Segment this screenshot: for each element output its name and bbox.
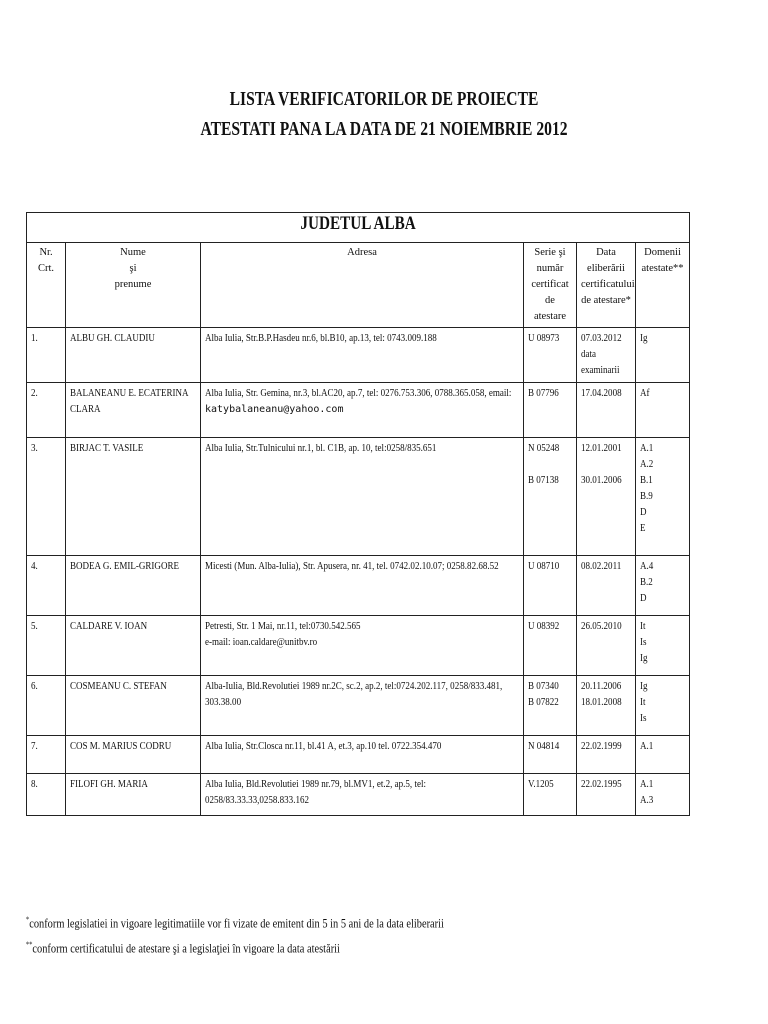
cell-adresa: Alba Iulia, Str.Tulnicului nr.1, bl. C1B, ap. 10, tel:0258/835.651 (201, 438, 524, 556)
cell-nume: BALANEANU E. ECATERINA CLARA (66, 383, 201, 438)
header-serie: Serie şi număr certificat de atestare (524, 243, 577, 328)
email-text: katybalaneanu@yahoo.com (205, 404, 344, 415)
cell-domenii: Ig It Is (636, 676, 690, 736)
cell-serie: U 08973 (524, 328, 577, 383)
cell-nume: CALDARE V. IOAN (66, 616, 201, 676)
cell-nume: BODEA G. EMIL-GRIGORE (66, 556, 201, 616)
table-row (27, 438, 690, 556)
cell-nr: 4. (27, 556, 66, 616)
column-header-row (27, 243, 690, 328)
cell-serie: B 07340 B 07822 (524, 676, 577, 736)
table-row (27, 616, 690, 676)
table-row (27, 383, 690, 438)
cell-adresa: Petresti, Str. 1 Mai, nr.11, tel:0730.542.565 e-mail: ioan.caldare@unitbv.ro (201, 616, 524, 676)
cell-adresa: Alba Iulia, Str.B.P.Hasdeu nr.6, bl.B10, ap.13, tel: 0743.009.188 (201, 328, 524, 383)
cell-nume: COS M. MARIUS CODRU (66, 736, 201, 774)
cell-nume: FILOFI GH. MARIA (66, 774, 201, 816)
cell-nr: 8. (27, 774, 66, 816)
cell-data: 12.01.2001 30.01.2006 (577, 438, 636, 556)
cell-domenii: It Is Ig (636, 616, 690, 676)
cell-nume: BIRJAC T. VASILE (66, 438, 201, 556)
header-data: Data eliberării certificatului de atestare* (577, 243, 636, 328)
cell-serie: U 08710 (524, 556, 577, 616)
cell-data: 22.02.1995 (577, 774, 636, 816)
header-domenii: Domenii atestate** (636, 243, 690, 328)
cell-domenii: Ig (636, 328, 690, 383)
verifiers-table (26, 212, 690, 816)
cell-data: 22.02.1999 (577, 736, 636, 774)
cell-serie: B 07796 (524, 383, 577, 438)
cell-nr: 7. (27, 736, 66, 774)
cell-domenii: A.1 (636, 736, 690, 774)
cell-nume: ALBU GH. CLAUDIU (66, 328, 201, 383)
document-title-line2: ATESTATI PANA LA DATA DE 21 NOIEMBRIE 2012 (200, 118, 568, 140)
cell-serie: N 04814 (524, 736, 577, 774)
table-row (27, 774, 690, 816)
cell-data: 20.11.2006 18.01.2008 (577, 676, 636, 736)
table-row (27, 328, 690, 383)
cell-nr: 1. (27, 328, 66, 383)
cell-domenii: A.4 B.2 D (636, 556, 690, 616)
document-title-line1: LISTA VERIFICATORILOR DE PROIECTE (229, 88, 539, 110)
cell-adresa: Micesti (Mun. Alba-Iulia), Str. Apusera, nr. 41, tel. 0742.02.10.07; 0258.82.68.52 (201, 556, 524, 616)
footnote-1: *conform legislatiei in vigoare legitimatiile vor fi vizate de emitent din 5 in 5 ani de la data eliberarii (26, 915, 444, 931)
cell-serie: N 05248 B 07138 (524, 438, 577, 556)
table-row (27, 556, 690, 616)
footnote-2: **conform certificatului de atestare şi a legislaţiei în vigoare la data atestării (26, 940, 340, 956)
cell-nr: 3. (27, 438, 66, 556)
cell-data: 17.04.2008 (577, 383, 636, 438)
cell-data: 08.02.2011 (577, 556, 636, 616)
cell-domenii: A.1 A.3 (636, 774, 690, 816)
cell-adresa: Alba Iulia, Bld.Revolutiei 1989 nr.79, bl.MV1, et.2, ap.5, tel: 0258/83.33.33,0258.833.162 (201, 774, 524, 816)
county-header: JUDETUL ALBA (27, 213, 690, 243)
cell-domenii: A.1 A.2 B.1 B.9 D E (636, 438, 690, 556)
cell-adresa: Alba Iulia, Str. Gemina, nr.3, bl.AC20, ap.7, tel: 0276.753.306, 0788.365.058, email: katybalaneanu@yahoo.com (201, 383, 524, 438)
cell-nr: 2. (27, 383, 66, 438)
header-nr: Nr. Crt. (27, 243, 66, 328)
table-row (27, 676, 690, 736)
cell-nr: 6. (27, 676, 66, 736)
cell-serie: U 08392 (524, 616, 577, 676)
cell-nume: COSMEANU C. STEFAN (66, 676, 201, 736)
cell-nr: 5. (27, 616, 66, 676)
cell-data: 07.03.2012 data examinarii (577, 328, 636, 383)
cell-domenii: Af (636, 383, 690, 438)
table-row (27, 736, 690, 774)
header-adresa: Adresa (201, 243, 524, 328)
cell-data: 26.05.2010 (577, 616, 636, 676)
cell-adresa: Alba-Iulia, Bld.Revolutiei 1989 nr.2C, sc.2, ap.2, tel:0724.202.117, 0258/833.481, 303.38.00 (201, 676, 524, 736)
cell-serie: V.1205 (524, 774, 577, 816)
cell-adresa: Alba Iulia, Str.Closca nr.11, bl.41 A, et.3, ap.10 tel. 0722.354.470 (201, 736, 524, 774)
header-nume: Nume şi prenume (66, 243, 201, 328)
